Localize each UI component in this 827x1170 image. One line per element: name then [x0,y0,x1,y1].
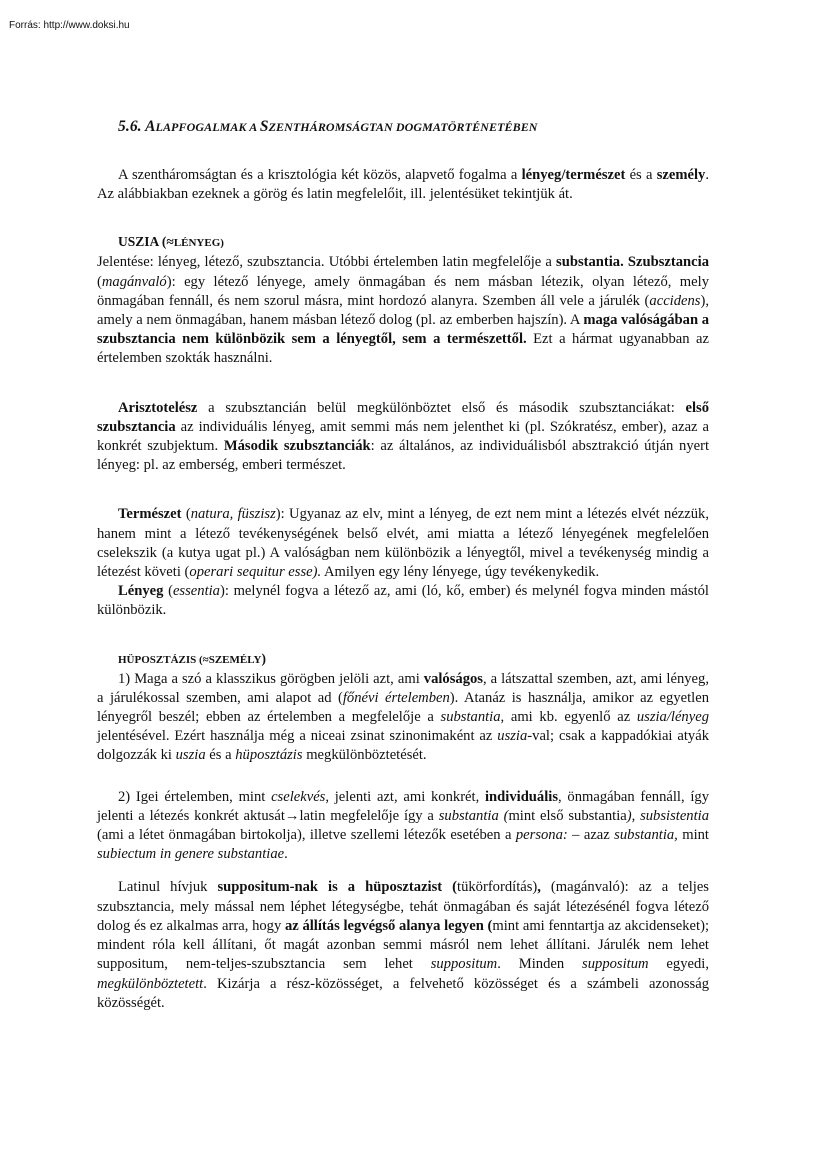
termeszet-paragraph: Természet (natura, füszisz): Ugyanaz az elv, mint a lényeg, de ezt nem mint a létezés elvét nézzük, hanem mint a létező tevékenységének belső elvét, ami miatta a létező lényegének megfelelően cselekszik (a kutya ugat pl.) A valóságban nem különbözik a lényegtől, mivel a tevékenység mindig a létezést követi (operari sequitur esse). Amilyen egy lény lényege, úgy tevékenykedik. [97,506,710,581]
uszia-paragraph: Jelentése: lényeg, létező, szubsztancia. Utóbbi értelemben latin megfelelője a substantia. Szubsztancia (magánvaló): egy létező lényege, amely önmagában és nem másban létezik, olyan létező, mely önmagában fennáll, és nem szorul másra, mint hordozó alanyra. Szemben áll vele a járulék (accidens), amely a nem önmagában, hanem másban létező dolog (pl. az emberben hajszín). A maga valóságában a szubsztancia nem különbözik sem a lényegtől, sem a természettől. Ezt a hármat ugyanabban az értelemben szokták használni. [97,254,710,367]
section-title: 5.6. ALAPFOGALMAK A SZENTHÁROMSÁGTAN DOGMATÖRTÉNETÉBEN [118,118,538,135]
huposztazis-paragraph-2: 2) Igei értelemben, mint cselekvés, jelenti azt, ami konkrét, individuális, önmagában fennáll, így jelenti a létezés konkrét aktusát→latin megfelelője így a substantia (mint első substantia), subsistentia (ami a létet önmagában birtokolja), illetve szellemi létezők esetében a persona: – azaz substantia, mint subiectum in genere substantiae. [97,788,709,863]
document-page [97,118,709,1013]
source-url: Forrás: http://www.doksi.hu [9,20,130,31]
uszia-heading: USZIA (≈LÉNYEG) [118,234,224,250]
huposztazis-paragraph-1: 1) Maga a szó a klasszikus görögben jelöli azt, ami valóságos, a látszattal szemben, azt, ami lényeg, a járulékossal szemben, ami alapot ad (főnévi értelemben). Atanáz is használja, amikor az egyetlen lényegről beszél; ebben az értelemben a megfelelője a substantia, ami kb. egyenlő az uszia/lényeg jelentésével. Ezért használja még a niceai zsinat szinonimaként az uszia-val; csak a kappadókiai atyák dolgozzák ki uszia és a hüposztázis megkülönböztetését. [97,670,709,764]
lenyeg-paragraph: Lényeg (essentia): melynél fogva a létező az, ami (ló, kő, ember) és melynél fogva minden mástól különbözik. [97,583,709,619]
arisztotelesz-paragraph: Arisztotelész a szubsztancián belül megkülönböztet első és második szubsztanciákat: első szubsztancia az individuális lényeg, amit semmi más nem jelenthet ki (pl. Szókratész, ember), azaz a konkrét szubjektum. Második szubsztanciák: az általános, az individuálisból absztrakció útján nyert lényeg: pl. az emberség, emberi természet. [97,399,710,474]
huposztazis-paragraph-3: Latinul hívjuk suppositum-nak is a hüposztazist (tükörfordítás), (magánvaló): az a teljes szubsztancia, mely mással nem léphet létegységbe, tehát önmagában és saját létezésénél fogva létező dolog és ez alkalmas arra, hogy az állítás legvégső alanya legyen (mint ami fenntartja az akcidenseket); mindent róla kell állítani, őt magát azonban semmi másról nem lehet állítani. Járulék nem lehet suppositum, nem-teljes-szubsztancia sem lehet suppositum. Minden suppositum egyedi, megkülönböztetett. Kizárja a rész-közösséget, a felvehető közösséget és a számbeli azonosság közösségét. [97,879,709,1011]
intro-paragraph: A szentháromságtan és a krisztológia két közös, alapvető fogalma a lényeg/természet és a személy. Az alábbiakban ezeknek a görög és latin megfelelőit, ill. jelentésüket tekintjük át. [97,167,709,203]
huposztazis-heading: HÜPOSZTÁZIS (≈SZEMÉLY) [118,650,266,666]
